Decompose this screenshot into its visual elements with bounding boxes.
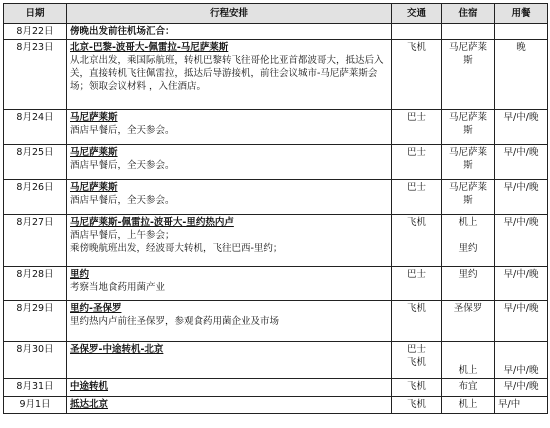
transport-cell: 飞机 <box>392 301 442 342</box>
hotel-cell <box>442 215 495 267</box>
hotel-cell: 机上 <box>442 397 495 414</box>
date-cell: 8月24日 <box>4 110 67 145</box>
itinerary-title: 马尼萨莱斯 <box>70 112 118 123</box>
header-date: 日期 <box>4 4 67 24</box>
transport-cell: 巴士 <box>392 267 442 301</box>
hotel-cell: 马尼萨莱斯 <box>442 40 495 110</box>
date-cell: 8月31日 <box>4 379 67 397</box>
itinerary-cell <box>67 215 392 267</box>
meals-cell: 早/中/晚 <box>495 379 548 397</box>
meals-cell: 早/中/晚 <box>495 215 548 267</box>
hotel-value: 机上 <box>458 365 478 376</box>
date-cell: 8月27日 <box>4 215 67 267</box>
itinerary-title: 马尼萨莱斯 <box>70 147 118 158</box>
itinerary-detail: 考察当地食药用菌产业 <box>70 282 166 293</box>
hotel-value: 机上 <box>458 217 478 228</box>
hotel-cell: 里约 <box>442 267 495 301</box>
transport-cell: 巴士 <box>392 145 442 180</box>
meals-cell: 早/中 <box>495 397 548 414</box>
itinerary-title: 中途转机 <box>70 381 109 392</box>
table-row <box>4 40 548 110</box>
hotel-value-2: 里约 <box>458 243 478 254</box>
itinerary-cell <box>67 301 392 342</box>
itinerary-cell <box>67 342 392 379</box>
meals-cell: 早/中/晚 <box>495 301 548 342</box>
transport-cell: 巴士 <box>392 180 442 215</box>
itinerary-detail: 酒店早餐后，全天参会。 <box>70 160 175 171</box>
transport-cell: 飞机 <box>392 397 442 414</box>
table-row <box>4 342 548 379</box>
date-cell: 8月30日 <box>4 342 67 379</box>
date-cell: 8月29日 <box>4 301 67 342</box>
meals-cell <box>495 24 548 40</box>
itinerary-title: 马尼萨莱斯-佩雷拉-波哥大-里约热内卢 <box>70 217 234 228</box>
itinerary-detail: 酒店早餐后，全天参会。 <box>70 195 175 206</box>
transport-cell <box>392 24 442 40</box>
table-row <box>4 379 548 397</box>
table-row <box>4 301 548 342</box>
meals-cell: 晚 <box>495 40 548 110</box>
itinerary-detail: 酒店早餐后，全天参会。 <box>70 125 175 136</box>
itinerary-cell <box>67 180 392 215</box>
header-meals: 用餐 <box>495 4 548 24</box>
itinerary-cell <box>67 267 392 301</box>
transport-cell: 飞机 <box>392 215 442 267</box>
itinerary-title: 马尼萨莱斯 <box>70 182 118 193</box>
itinerary-cell <box>67 379 392 397</box>
date-cell: 9月1日 <box>4 397 67 414</box>
date-cell: 8月25日 <box>4 145 67 180</box>
itinerary-title: 里约-圣保罗 <box>70 303 122 314</box>
itinerary-cell <box>67 145 392 180</box>
hotel-cell: 布宜 <box>442 379 495 397</box>
meals-cell <box>495 342 548 379</box>
date-cell: 8月22日 <box>4 24 67 40</box>
hotel-cell <box>442 342 495 379</box>
meals-cell: 早/中/晚 <box>495 180 548 215</box>
header-hotel: 住宿 <box>442 4 495 24</box>
hotel-cell: 马尼萨莱斯 <box>442 110 495 145</box>
table-row <box>4 215 548 267</box>
itinerary-cell <box>67 397 392 414</box>
date-cell: 8月28日 <box>4 267 67 301</box>
itinerary-title: 里约 <box>70 269 90 280</box>
itinerary-detail: 从北京出发，乘国际航班，转机巴黎转飞往哥伦比亚首都波哥大，抵达后入关，直接转机飞往佩雷拉，抵达后导游接机，前往会议城市-马尼萨莱斯会场；领取会议材料 ，入住酒店。 <box>70 55 384 92</box>
transport-cell: 飞机 <box>392 40 442 110</box>
table-row <box>4 145 548 180</box>
hotel-cell: 马尼萨莱斯 <box>442 180 495 215</box>
table-row <box>4 24 548 40</box>
itinerary-title: 抵达北京 <box>70 399 109 410</box>
transport-cell: 巴士 <box>392 110 442 145</box>
hotel-cell <box>442 24 495 40</box>
itinerary-title: 傍晚出发前往机场汇合： <box>70 26 175 37</box>
meals-cell: 早/中/晚 <box>495 267 548 301</box>
date-cell: 8月26日 <box>4 180 67 215</box>
meals-value: 早/中/晚 <box>503 365 539 376</box>
itinerary-cell <box>67 40 392 110</box>
itinerary-cell <box>67 110 392 145</box>
transport-value: 巴士 <box>406 344 426 355</box>
hotel-cell: 圣保罗 <box>442 301 495 342</box>
table-row <box>4 267 548 301</box>
transport-cell: 飞机 <box>392 379 442 397</box>
transport-value-2: 飞机 <box>406 357 426 368</box>
header-transport: 交通 <box>392 4 442 24</box>
hotel-cell: 马尼萨莱斯 <box>442 145 495 180</box>
table-row <box>4 180 548 215</box>
table-row <box>4 397 548 414</box>
date-cell: 8月23日 <box>4 40 67 110</box>
header-itinerary: 行程安排 <box>67 4 392 24</box>
meals-cell: 早/中/晚 <box>495 110 548 145</box>
table-row <box>4 110 548 145</box>
meals-cell: 早/中/晚 <box>495 145 548 180</box>
itinerary-title: 北京-巴黎-波哥大-佩雷拉-马尼萨莱斯 <box>70 42 229 53</box>
table-header-row <box>4 4 548 24</box>
itinerary-detail: 酒店早餐后，上午参会； <box>70 230 175 241</box>
itinerary-detail: 里约热内卢前往圣保罗，参观食药用菌企业及市场 <box>70 316 280 327</box>
itinerary-table <box>3 3 548 414</box>
itinerary-cell <box>67 24 392 40</box>
itinerary-detail: 乘傍晚航班出发，经波哥大转机，飞往巴西-里约； <box>70 243 283 254</box>
itinerary-title: 圣保罗-中途转机-北京 <box>70 344 164 355</box>
transport-cell <box>392 342 442 379</box>
